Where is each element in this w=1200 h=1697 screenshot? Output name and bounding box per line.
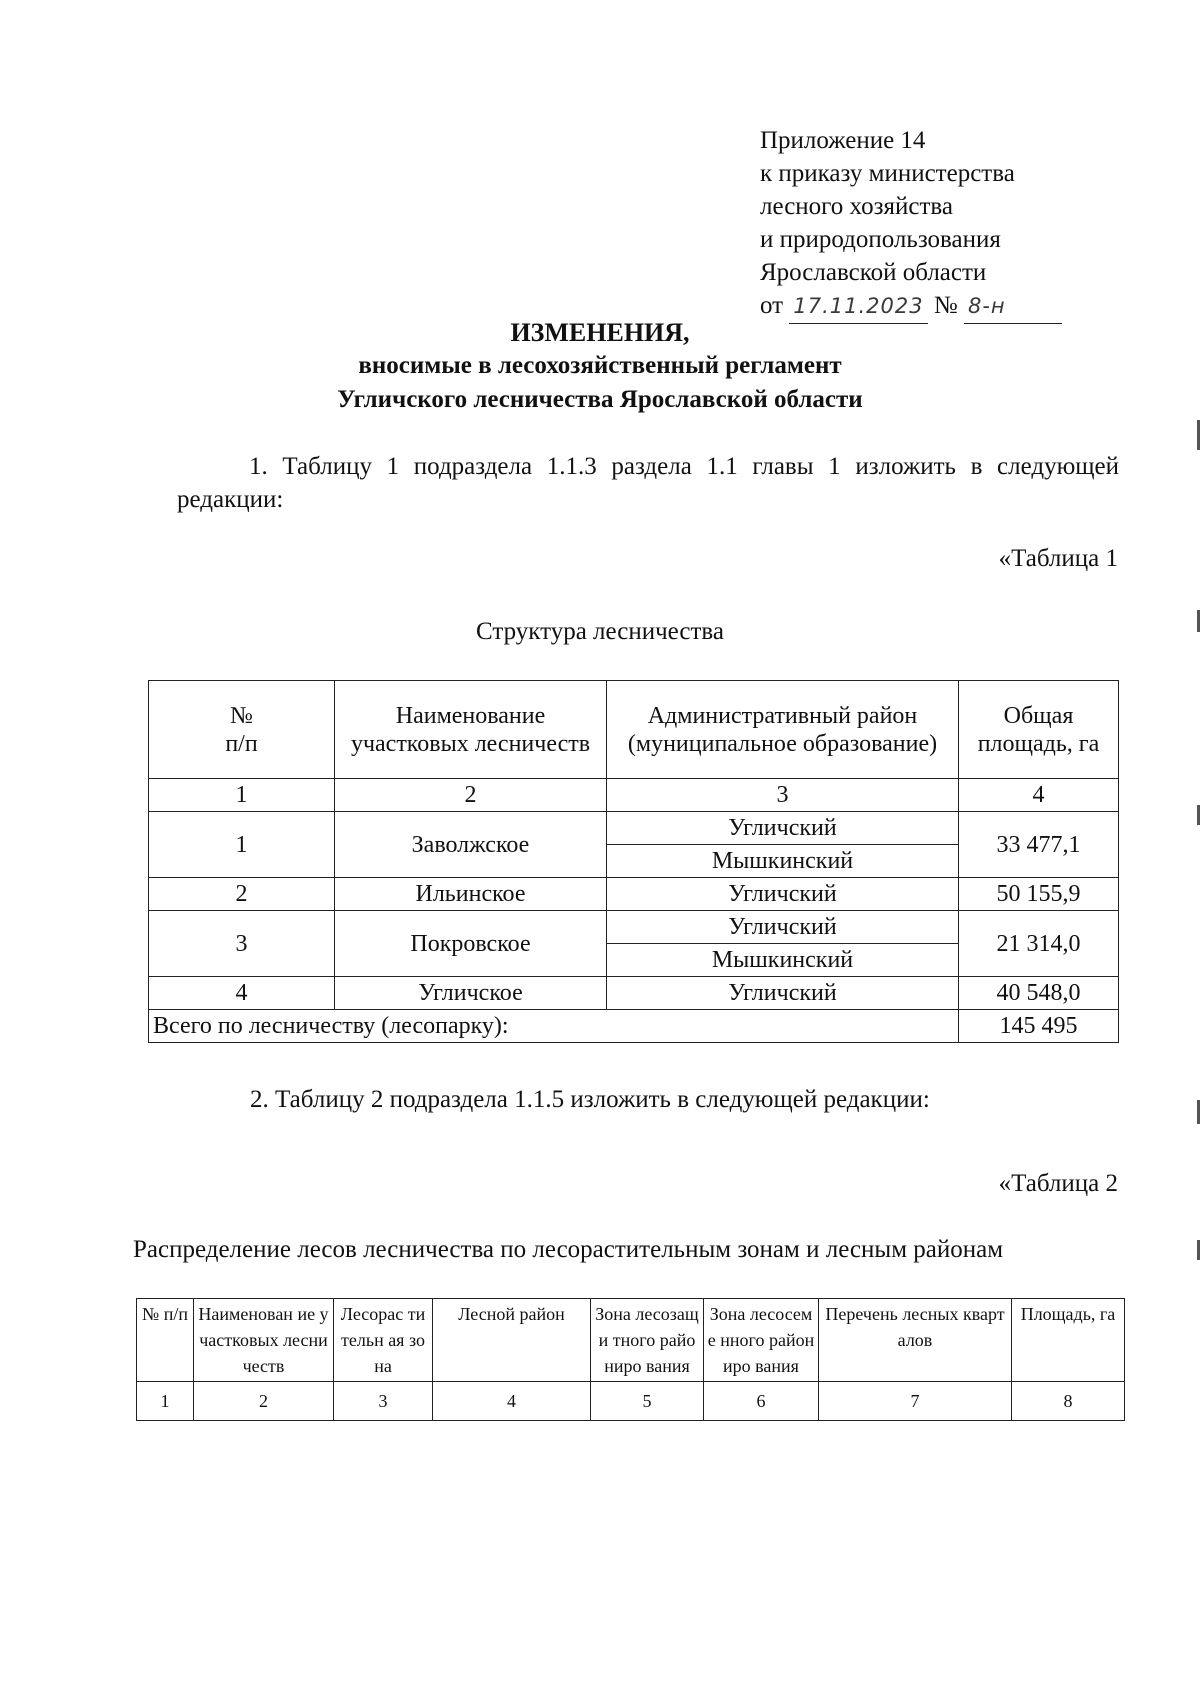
table-row (149, 911, 1119, 944)
row-number: 4 (149, 977, 335, 1010)
appendix-line: лесного хозяйства (760, 193, 953, 220)
table-1-label: «Таблица 1 (998, 545, 1118, 572)
area-value: 50 155,9 (959, 878, 1119, 911)
number-label: № (933, 292, 958, 319)
district: Мышкинский (607, 944, 959, 977)
header-cell: Наименование участковых лесничеств (335, 681, 607, 779)
column-number: 1 (149, 779, 335, 812)
table-row (149, 977, 1119, 1010)
header-cell: Перечень лесных кварталов (819, 1299, 1012, 1382)
header-cell: № п/п (149, 681, 335, 779)
header-cell: Административный район (муниципальное образование) (607, 681, 959, 779)
forestry-name: Покровское (335, 911, 607, 977)
appendix-line: к приказу министерства (760, 160, 1015, 187)
appendix-line: и природопользования (760, 226, 1001, 253)
total-label: Всего по лесничеству (лесопарку): (149, 1010, 959, 1043)
header-cell: Лесной район (433, 1299, 591, 1382)
area-value: 21 314,0 (959, 911, 1119, 977)
column-number: 3 (334, 1382, 433, 1421)
row-number: 1 (149, 812, 335, 878)
document-subtitle: Угличского лесничества Ярославской области (337, 386, 863, 413)
table-2-title: Распределение лесов лесничества по лесорастительным зонам и лесным районам (133, 1236, 1004, 1263)
row-number: 3 (149, 911, 335, 977)
column-number: 2 (194, 1382, 334, 1421)
from-label: от (760, 292, 784, 319)
forest-distribution-table (136, 1298, 1125, 1421)
column-number: 2 (335, 779, 607, 812)
area-value: 33 477,1 (959, 812, 1119, 878)
header-cell: Зона лесосеме нного райониро вания (704, 1299, 819, 1382)
forestry-name: Ильинское (335, 878, 607, 911)
forestry-name: Угличское (335, 977, 607, 1010)
header-cell: Площадь, га (1012, 1299, 1125, 1382)
appendix-block (760, 124, 1062, 324)
paragraph-1: 1. Таблицу 1 подраздела 1.1.3 раздела 1.1 главы 1 изложить в следующей редакции: (177, 453, 1119, 513)
header-cell: Лесорас тительн ая зона (334, 1299, 433, 1382)
forestry-structure-table (148, 680, 1119, 1043)
column-number: 5 (591, 1382, 704, 1421)
appendix-line: Ярославской области (760, 259, 987, 286)
column-number-row (137, 1382, 1125, 1421)
document-title: ИЗМЕНЕНИЯ, (510, 318, 690, 347)
table-1-title: Структура лесничества (476, 618, 724, 645)
appendix-line: Приложение 14 (760, 127, 926, 154)
handwritten-number: 8-н (964, 290, 1062, 324)
column-number: 6 (704, 1382, 819, 1421)
column-number: 4 (433, 1382, 591, 1421)
column-number: 4 (959, 779, 1119, 812)
handwritten-date: 17.11.2023 (789, 290, 927, 324)
district: Мышкинский (607, 845, 959, 878)
table-header-row (137, 1299, 1125, 1382)
district: Угличский (607, 977, 959, 1010)
column-number: 3 (607, 779, 959, 812)
column-number: 7 (819, 1382, 1012, 1421)
table-row (149, 878, 1119, 911)
document-subtitle: вносимые в лесохозяйственный регламент (358, 352, 842, 379)
header-cell: № п/п (137, 1299, 194, 1382)
district: Угличский (607, 878, 959, 911)
table-2-label: «Таблица 2 (998, 1170, 1118, 1197)
table-header-row (149, 681, 1119, 779)
total-row (149, 1010, 1119, 1043)
header-cell: Общая площадь, га (959, 681, 1119, 779)
total-value: 145 495 (959, 1010, 1119, 1043)
district: Угличский (607, 812, 959, 845)
column-number-row (149, 779, 1119, 812)
paragraph-2: 2. Таблицу 2 подраздела 1.1.5 изложить в следующей редакции: (250, 1086, 930, 1113)
area-value: 40 548,0 (959, 977, 1119, 1010)
header-cell: Наименован ие участковых лесничеств (194, 1299, 334, 1382)
row-number: 2 (149, 878, 335, 911)
table-row (149, 812, 1119, 845)
header-cell: Зона лесозащи тного райониро вания (591, 1299, 704, 1382)
district: Угличский (607, 911, 959, 944)
forestry-name: Заволжское (335, 812, 607, 878)
column-number: 8 (1012, 1382, 1125, 1421)
column-number: 1 (137, 1382, 194, 1421)
